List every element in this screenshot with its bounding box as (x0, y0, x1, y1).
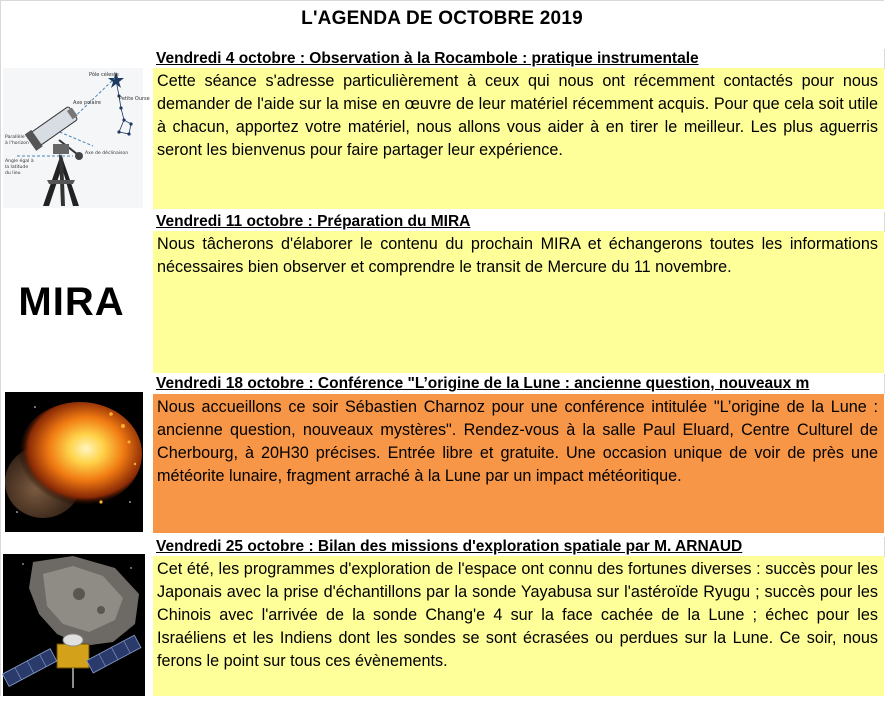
svg-text:Parallèle: Parallèle (5, 135, 25, 140)
event-heading-4: Vendredi 25 octobre : Bilan des missions d'exploration spatiale par M. ARNAUD (156, 537, 885, 557)
space-probe-image (3, 554, 145, 696)
svg-text:du lieu: du lieu (5, 171, 21, 176)
moon-impact-image (5, 392, 143, 532)
event-body-1: Cette séance s'adresse particulièrement à ceux qui nous ont récemment contactés pour nous demander de l'aide sur la mise en œuvre de leur matériel récemment acquis. Pour que cela soit utile à chacun, apportez votre matériel, nous allons vous aider à en tirer le meilleur. Les plus aguerris seront les bienvenus pour faire partager leur expérience. (153, 68, 884, 209)
event-body-2: Nous tâcherons d'élaborer le contenu du prochain MIRA et échangerons toutes les informations nécessaires bien observer et comprendre le transit de Mercure du 11 novembre. (153, 231, 884, 373)
space-probe-icon (3, 554, 145, 696)
event-heading-3: Vendredi 18 octobre : Conférence "L’origine de la Lune : ancienne question, nouveaux m (156, 374, 885, 394)
svg-text:à l'horizon: à l'horizon (5, 141, 29, 146)
event-heading-1: Vendredi 4 octobre : Observation à la Rocambole : pratique instrumentale (156, 49, 885, 69)
svg-text:Axe de déclinaison: Axe de déclinaison (85, 151, 129, 156)
page-title: L'AGENDA DE OCTOBRE 2019 (301, 8, 583, 29)
mira-logo: MIRA (18, 280, 125, 324)
svg-text:Pôle céleste: Pôle céleste (89, 72, 119, 78)
svg-text:Angle égal à: Angle égal à (5, 159, 34, 164)
svg-text:Axe polaire: Axe polaire (73, 100, 101, 106)
planet-collision-icon (5, 392, 143, 532)
telescope-diagram-image (3, 68, 150, 208)
event-heading-2: Vendredi 11 octobre : Préparation du MIRA (156, 212, 885, 232)
telescope-icon (3, 68, 150, 208)
svg-text:la latitude: la latitude (5, 165, 29, 170)
event-body-4: Cet été, les programmes d'exploration de l'espace ont connu des fortunes diverses : succès pour les Japonais avec la prise d'échantillons par la sonde Yayabusa sur l'astéroïde Ryugu ; succès pour les Chinois avec l'arrivée de la sonde Chang'e 4 sur la face cachée de la Lune ; échec pour les Israéliens et les Indiens dont les sondes se sont écrasées ou perdues sur la Lune. Ce soir, nous ferons le point sur tous ces évènements. (153, 556, 884, 696)
event-body-3: Nous accueillons ce soir Sébastien Charnoz pour une conférence intitulée "L’origine de la Lune : ancienne question, nouveaux mystères". Rendez-vous à la salle Paul Eluard, Centre Culturel de Cherbourg, à 20H30 précises. Entrée libre et gratuite. Une occasion unique de voir de près une météorite lunaire, fragment arraché à la Lune par un impact météoritique. (153, 394, 884, 533)
svg-text:Petite Ourse: Petite Ourse (119, 96, 150, 102)
